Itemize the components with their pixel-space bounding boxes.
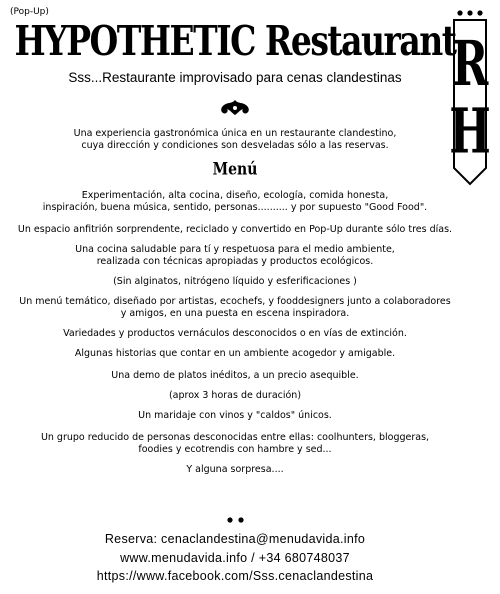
menu-item: Algunas historias que contar en un ambiente acogedor y amigable.	[74, 348, 396, 359]
menu-item: Variedades y productos vernáculos desconocidos o en vías de extinción.	[63, 328, 407, 339]
divider-dots-icon	[226, 517, 246, 523]
logo-letter-h: H	[449, 94, 491, 168]
fleuron-ornament-icon	[218, 98, 252, 118]
menu-heading: Menú	[212, 160, 258, 180]
menu-item: Una demo de platos inéditos, a un precio asequible.	[111, 370, 359, 381]
menu-item: (aprox 3 horas de duración)	[168, 390, 302, 401]
logo-letter-r: R	[451, 27, 489, 100]
reservation-email-link[interactable]: Reserva: cenaclandestina@menudavida.info	[104, 532, 366, 546]
popup-tag: (Pop-Up)	[10, 7, 49, 17]
menu-item: Un grupo reducido de personas desconocidas entre ellas: coolhunters, bloggeras, foodies y ecotrendis con hambre y sed...	[40, 432, 430, 455]
page-title: HYPOTHETIC Restaurant	[14, 16, 456, 65]
intro-text	[0, 128, 470, 152]
subtitle: Sss...Restaurante improvisado para cenas clandestinas	[68, 70, 402, 85]
menu-item: Y alguna sorpresa....	[186, 464, 284, 475]
website-phone-link[interactable]: www.menudavida.info / +34 680748037	[120, 551, 350, 565]
menu-item: Un espacio anfitrión sorprendente, reciclado y convertido en Pop-Up durante sólo tres días.	[17, 224, 453, 235]
menu-item: Una cocina saludable para tí y respetuosa para el medio ambiente, realizada con técnicas apropiadas y productos ecológicos.	[75, 244, 395, 267]
menu-item: Un maridaje con vinos y "caldos" únicos.	[138, 410, 332, 421]
menu-item: Experimentación, alta cocina, diseño, ecología, comida honesta, inspiración, buena música, sentido, personas.......... y por supuesto "Good Food".	[42, 190, 428, 213]
menu-item: Un menú temático, diseñado por artistas, ecochefs, y fooddesigners junto a colaboradores y amigos, en una puesta en escena inspiradora.	[19, 296, 451, 319]
intro-line: cuya dirección y condiciones son desveladas sólo a las reservas.	[81, 140, 389, 151]
menu-item: (Sin alginatos, nitrógeno líquido y esferificaciones )	[113, 276, 357, 287]
facebook-link[interactable]: https://www.facebook.com/Sss.cenaclandestina	[96, 569, 374, 583]
intro-line: Una experiencia gastronómica única en un restaurante clandestino,	[73, 128, 397, 139]
